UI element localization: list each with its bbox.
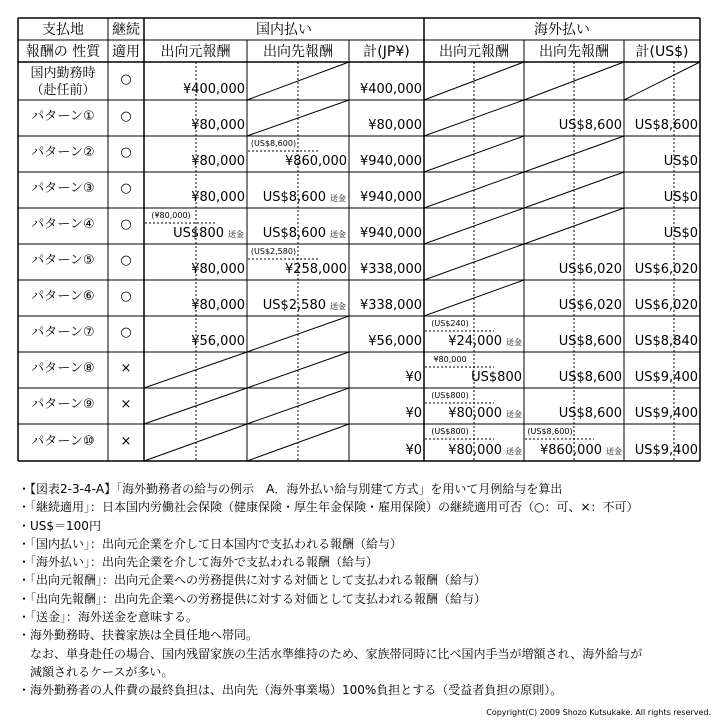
domestic-total-value: ¥940,000 bbox=[359, 226, 422, 241]
row-continuation-mark: ○ bbox=[120, 325, 132, 340]
domestic-origin-value: ¥80,000 bbox=[191, 154, 245, 169]
header-domestic-payment: 国内払い bbox=[256, 22, 312, 38]
row-continuation-mark: × bbox=[120, 397, 132, 412]
row-continuation-mark: ○ bbox=[120, 181, 132, 196]
row-label: パターン⑦ bbox=[31, 325, 95, 340]
note-line: ・【図表2-3-4-A】「海外勤務者の給与の例示 A．海外払い給与別建て方式」を用いて月例給与を算出 bbox=[18, 482, 563, 496]
overseas-destination-remittance-mark: 送金 bbox=[606, 447, 622, 456]
note-line: ・「国内払い」：出向元企業を介して日本国内で支払われる報酬（給与） bbox=[18, 536, 403, 551]
overseas-total-value: US$8,840 bbox=[634, 334, 698, 349]
row-label-sub: （赴任前） bbox=[30, 83, 96, 98]
header-overseas-origin: 出向元報酬 bbox=[439, 44, 509, 60]
overseas-total-value: US$6,020 bbox=[634, 262, 698, 277]
overseas-origin-note: (US$240) bbox=[431, 319, 469, 328]
row-label: パターン⑤ bbox=[31, 253, 95, 268]
row-continuation-mark: ○ bbox=[120, 289, 132, 304]
domestic-destination-remittance-mark: 送金 bbox=[330, 302, 346, 311]
overseas-destination-note: (US$8,600) bbox=[527, 427, 573, 436]
overseas-origin-value: ¥24,000 bbox=[448, 334, 502, 349]
overseas-origin-value: ¥80,000 bbox=[448, 406, 502, 421]
overseas-total-value: US$0 bbox=[663, 154, 698, 169]
header-application: 適用 bbox=[112, 44, 140, 60]
note-line: 減額されるケースが多い。 bbox=[18, 664, 174, 679]
row-continuation-mark: × bbox=[120, 361, 132, 376]
overseas-total-value: US$0 bbox=[663, 190, 698, 205]
domestic-origin-value: US$800 bbox=[173, 226, 224, 241]
header-overseas-payment: 海外払い bbox=[534, 22, 590, 38]
overseas-origin-value: ¥80,000 bbox=[448, 443, 502, 458]
note-line: ・海外勤務時、扶養家族は全員任地へ帯同。 bbox=[18, 628, 259, 643]
domestic-destination-note: (US$8,600) bbox=[250, 139, 297, 148]
domestic-origin-value: ¥80,000 bbox=[191, 298, 245, 313]
notes-section bbox=[18, 480, 642, 700]
row-label: パターン① bbox=[31, 109, 95, 124]
domestic-destination-remittance-mark: 送金 bbox=[330, 194, 346, 203]
row-continuation-mark: × bbox=[120, 433, 132, 449]
header-overseas-total: 計(US$) bbox=[635, 44, 689, 60]
note-line: ・海外勤務者の人件費の最終負担は、出向先（海外事業場）100%負担とする（受益者負担の原則）。 bbox=[18, 683, 563, 698]
overseas-destination-value: US$8,600 bbox=[558, 118, 622, 133]
overseas-destination-value: US$6,020 bbox=[558, 298, 622, 313]
note-line: ・「出向先報酬」：出向先企業への労務提供に対する対価として支払われる報酬（給与） bbox=[18, 591, 487, 606]
overseas-destination-value: US$6,020 bbox=[558, 262, 622, 277]
row-label: パターン② bbox=[31, 145, 95, 160]
overseas-origin-remittance-mark: 送金 bbox=[506, 447, 522, 456]
domestic-total-value: ¥338,000 bbox=[359, 262, 422, 277]
overseas-destination-value: ¥860,000 bbox=[539, 443, 602, 458]
overseas-origin-remittance-mark: 送金 bbox=[506, 338, 522, 347]
header-domestic-total: 計(JP¥) bbox=[363, 44, 410, 60]
domestic-total-value: ¥0 bbox=[405, 443, 422, 458]
overseas-total-value: US$9,400 bbox=[634, 370, 698, 385]
domestic-origin-value: ¥56,000 bbox=[191, 334, 245, 349]
note-line: ・「継続適用」：日本国内労働社会保険（健康保険・厚生年金保険・雇用保険）の継続適用可否（○：可、×：不可） bbox=[18, 500, 639, 515]
row-continuation-mark: ○ bbox=[120, 253, 132, 268]
domestic-total-value: ¥940,000 bbox=[359, 190, 422, 205]
domestic-origin-note: (¥80,000) bbox=[151, 211, 191, 220]
domestic-origin-value: ¥80,000 bbox=[191, 190, 245, 205]
domestic-total-value: ¥80,000 bbox=[368, 118, 422, 133]
overseas-destination-value: US$8,600 bbox=[558, 334, 622, 349]
overseas-total-value: US$8,600 bbox=[634, 118, 698, 133]
domestic-total-value: ¥400,000 bbox=[359, 82, 422, 97]
row-continuation-mark: ○ bbox=[120, 109, 132, 124]
row-continuation-mark: ○ bbox=[120, 217, 132, 232]
domestic-total-value: ¥0 bbox=[405, 370, 422, 385]
header-compensation-type: 報酬の 性質 bbox=[25, 44, 101, 60]
domestic-origin-value: ¥80,000 bbox=[191, 262, 245, 277]
header-domestic-destination: 出向先報酬 bbox=[263, 44, 333, 60]
overseas-total-value: US$9,400 bbox=[634, 406, 698, 421]
overseas-total-value: US$6,020 bbox=[634, 298, 698, 313]
header-domestic-origin: 出向元報酬 bbox=[160, 44, 231, 60]
row-label: パターン⑥ bbox=[31, 289, 95, 304]
domestic-destination-value: US$2,580 bbox=[262, 298, 326, 313]
domestic-destination-value: ¥860,000 bbox=[284, 154, 347, 169]
copyright-text: Copyright(C) 2009 Shozo Kutsukake. All rights reserved. bbox=[486, 708, 711, 717]
row-label: パターン⑨ bbox=[31, 397, 95, 412]
note-line: ・US$＝100円 bbox=[18, 518, 101, 533]
domestic-total-value: ¥338,000 bbox=[359, 298, 422, 313]
domestic-destination-remittance-mark: 送金 bbox=[330, 230, 346, 239]
overseas-origin-note: (US$800) bbox=[431, 427, 469, 436]
domestic-origin-value: ¥400,000 bbox=[182, 82, 245, 97]
header-payment-place: 支払地 bbox=[42, 22, 84, 38]
overseas-origin-value: US$800 bbox=[471, 370, 522, 385]
note-line: ・「出向元報酬」：出向元企業への労務提供に対する対価として支払われる報酬（給与） bbox=[18, 573, 487, 588]
domestic-origin-remittance-mark: 送金 bbox=[228, 230, 244, 239]
note-line: ・「送金」：海外送金を意味する。 bbox=[18, 610, 199, 625]
overseas-total-value: US$0 bbox=[663, 226, 698, 241]
note-line: なお、単身赴任の場合、国内残留家族の生活水準維持のため、家族帯同時に比べ国内手当が増額され、海外給与が bbox=[18, 646, 643, 661]
overseas-origin-remittance-mark: 送金 bbox=[506, 410, 522, 419]
note-line: ・「海外払い」：出向先企業を介して海外で支払われる報酬（給与） bbox=[18, 555, 379, 570]
row-continuation-mark: ○ bbox=[120, 72, 132, 87]
domestic-destination-value: US$8,600 bbox=[262, 226, 326, 241]
header-continuation: 継続 bbox=[112, 22, 140, 38]
domestic-total-value: ¥0 bbox=[405, 406, 422, 421]
domestic-destination-note: (US$2,580) bbox=[250, 247, 297, 256]
row-label: パターン④ bbox=[31, 217, 95, 232]
domestic-destination-value: US$8,600 bbox=[262, 190, 326, 205]
row-continuation-mark: ○ bbox=[120, 145, 132, 160]
domestic-destination-value: ¥258,000 bbox=[284, 262, 347, 277]
domestic-origin-value: ¥80,000 bbox=[191, 118, 245, 133]
overseas-total-slash bbox=[624, 62, 700, 100]
overseas-total-value: US$9,400 bbox=[634, 443, 698, 458]
domestic-total-value: ¥56,000 bbox=[368, 334, 422, 349]
row-label: パターン③ bbox=[31, 181, 95, 196]
row-label: パターン⑩ bbox=[31, 433, 95, 449]
row-label: パターン⑧ bbox=[31, 361, 95, 376]
header-overseas-destination: 出向先報酬 bbox=[539, 44, 609, 60]
overseas-destination-value: US$8,600 bbox=[558, 370, 622, 385]
overseas-origin-note: (US$800) bbox=[431, 391, 469, 400]
domestic-total-value: ¥940,000 bbox=[359, 154, 422, 169]
overseas-destination-value: US$8,600 bbox=[558, 406, 622, 421]
row-label: 国内勤務時 bbox=[30, 66, 96, 81]
overseas-origin-note: ¥80,000 bbox=[433, 355, 467, 364]
